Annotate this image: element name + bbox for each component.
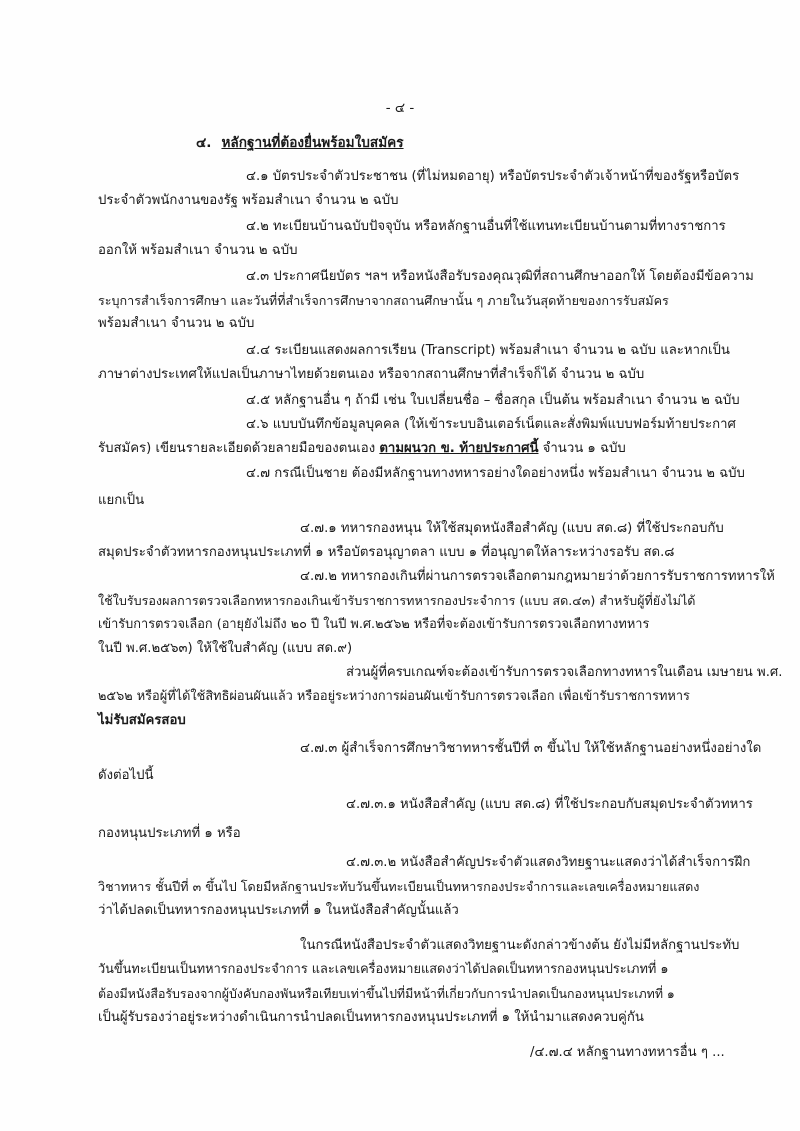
item-4-7-3-2-line1: ๔.๗.๓.๒ หนังสือสำคัญประจำตัวแสดงวิทยฐานะแสดงว่าได้สำเร็จการฝึก [346, 855, 751, 870]
item-4-6-line2-text: รับสมัคร) เขียนรายละเอียดด้วยลายมือของตนเอง [98, 441, 380, 456]
item-4-7-2-line1: ๔.๗.๒ ทหารกองเกินที่ผ่านการตรวจเลือกตามกฎหมายว่าด้วยการรับราชการทหารให้ [300, 569, 775, 584]
item-4-6-line2-tail: จำนวน ๑ ฉบับ [538, 441, 626, 456]
item-4-7-2-line4: ในปี พ.ศ.๒๕๖๓) ให้ใช้ใบสำคัญ (แบบ สด.๙) [98, 641, 353, 656]
item-4-7-1-line2: สมุดประจำตัวทหารกองหนุนประเภทที่ ๑ หรือบัตรอนุญาตลา แบบ ๑ ที่อนุญาตให้ลาระหว่างรอรับ สด.๘ [98, 545, 675, 560]
section-heading [196, 134, 404, 152]
not-accepted-notice: ไม่รับสมัครสอบ [98, 713, 186, 728]
page-number: - ๔ - [385, 100, 415, 116]
item-4-7-3-2-line2: วิชาทหาร ชั้นปีที่ ๓ ขึ้นไป โดยมีหลักฐานประทับวันขึ้นทะเบียนเป็นทหารกองประจำการและเลขเครื่องหมายแสดง [98, 879, 700, 894]
continuation-marker: /๔.๗.๔ หลักฐานทางทหารอื่น ๆ ... [530, 1045, 725, 1060]
item-4-7-2-line2: ใช้ใบรับรองผลการตรวจเลือกทหารกองเกินเข้ารับราชการทหารกองประจำการ (แบบ สด.๔๓) สำหรับผู้ที่ยังไม่ได้ [98, 593, 696, 608]
item-4-7-2b-line2: ๒๕๖๒ หรือผู้ที่ได้ใช้สิทธิผ่อนผันแล้ว หรืออยู่ระหว่างการผ่อนผันเข้ารับการตรวจเลือก เพื่อเข้ารับราชการทหาร [98, 689, 690, 704]
item-4-5-line1: ๔.๕ หลักฐานอื่น ๆ ถ้ามี เช่น ใบเปลี่ยนชื่อ – ชื่อสกุล เป็นต้น พร้อมสำเนา จำนวน ๒ ฉบับ [246, 393, 740, 408]
item-4-7-3-1-line1: ๔.๗.๓.๑ หนังสือสำคัญ (แบบ สด.๘) ที่ใช้ประกอบกับสมุดประจำตัวทหาร [346, 797, 753, 812]
item-4-6-line1: ๔.๖ แบบบันทึกข้อมูลบุคคล (ให้เข้าระบบอินเตอร์เน็ตและสั่งพิมพ์แบบฟอร์มท้ายประกาศ [246, 417, 736, 432]
note-line1: ในกรณีหนังสือประจำตัวแสดงวิทยฐานะดังกล่าวข้างต้น ยังไม่มีหลักฐานประทับ [300, 938, 740, 953]
item-4-7-3-line2: ดังต่อไปนี้ [98, 768, 154, 783]
item-4-7-2-line3: เข้ารับการตรวจเลือก (อายุยังไม่ถึง ๒๐ ปี ในปี พ.ศ.๒๕๖๒ หรือที่จะต้องเข้ารับการตรวจเลือกทางทหาร [98, 617, 650, 632]
item-4-4-line1: ๔.๔ ระเบียนแสดงผลการเรียน (Transcript) พร้อมสำเนา จำนวน ๒ ฉบับ และหากเป็น [246, 343, 730, 358]
item-4-7-3-2-line3: ว่าได้ปลดเป็นทหารกองหนุนประเภทที่ ๑ ในหนังสือสำคัญนั้นแล้ว [98, 903, 459, 918]
item-4-2-line2: ออกให้ พร้อมสำเนา จำนวน ๒ ฉบับ [98, 243, 298, 258]
item-4-7-1-line1: ๔.๗.๑ ทหารกองหนุน ให้ใช้สมุดหนังสือสำคัญ (แบบ สด.๘) ที่ใช้ประกอบกับ [300, 521, 724, 536]
item-4-6-line2 [98, 440, 626, 458]
note-line3: ต้องมีหนังสือรับรองจากผู้บังคับกองพันหรือเทียบเท่าขึ้นไปที่มีหน้าที่เกี่ยวกับการนำปลดเป็นกองหนุนประเภทที่ ๑ [98, 986, 675, 1001]
item-4-3-line2: ระบุการสำเร็จการศึกษา และวันที่ที่สำเร็จการศึกษาจากสถานศึกษานั้น ๆ ภายในวันสุดท้ายของการรับสมัคร [98, 293, 669, 308]
annex-reference: ตามผนวก ข. ท้ายประกาศนี้ [379, 441, 539, 456]
item-4-3-line3: พร้อมสำเนา จำนวน ๒ ฉบับ [98, 316, 255, 331]
section-number: ๔. [196, 135, 212, 151]
item-4-4-line2: ภาษาต่างประเทศให้แปลเป็นภาษาไทยด้วยตนเอง หรือจากสถานศึกษาที่สำเร็จก็ได้ จำนวน ๒ ฉบับ [98, 367, 645, 382]
item-4-7-line1: ๔.๗ กรณีเป็นชาย ต้องมีหลักฐานทางทหารอย่างใดอย่างหนึ่ง พร้อมสำเนา จำนวน ๒ ฉบับ [246, 466, 745, 481]
section-title: หลักฐานที่ต้องยื่นพร้อมใบสมัคร [221, 135, 404, 151]
item-4-7-2b-line1: ส่วนผู้ที่ครบเกณฑ์จะต้องเข้ารับการตรวจเลือกทางทหารในเดือน เมษายน พ.ศ. [346, 665, 783, 680]
item-4-7-line2: แยกเป็น [98, 493, 145, 508]
item-4-1-line1: ๔.๑ บัตรประจำตัวประชาชน (ที่ไม่หมดอายุ) หรือบัตรประจำตัวเจ้าหน้าที่ของรัฐหรือบัตร [246, 169, 740, 184]
note-line4: เป็นผู้รับรองว่าอยู่ระหว่างดำเนินการนำปลดเป็นทหารกองหนุนประเภทที่ ๑ ให้นำมาแสดงควบคู่กัน [98, 1010, 644, 1025]
item-4-2-line1: ๔.๒ ทะเบียนบ้านฉบับปัจจุบัน หรือหลักฐานอื่นที่ใช้แทนทะเบียนบ้านตามที่ทางราชการ [246, 219, 726, 234]
item-4-3-line1: ๔.๓ ประกาศนียบัตร ฯลฯ หรือหนังสือรับรองคุณวุฒิที่สถานศึกษาออกให้ โดยต้องมีข้อความ [246, 269, 754, 284]
item-4-7-3-line1: ๔.๗.๓ ผู้สำเร็จการศึกษาวิชาทหารชั้นปีที่ ๓ ขึ้นไป ให้ใช้หลักฐานอย่างหนึ่งอย่างใด [300, 741, 762, 756]
note-line2: วันขึ้นทะเบียนเป็นทหารกองประจำการ และเลขเครื่องหมายแสดงว่าได้ปลดเป็นทหารกองหนุนประเภทที่ ๑ [98, 962, 669, 977]
item-4-1-line2: ประจำตัวพนักงานของรัฐ พร้อมสำเนา จำนวน ๒ ฉบับ [98, 193, 399, 208]
item-4-7-3-1-line2: กองหนุนประเภทที่ ๑ หรือ [98, 826, 241, 841]
